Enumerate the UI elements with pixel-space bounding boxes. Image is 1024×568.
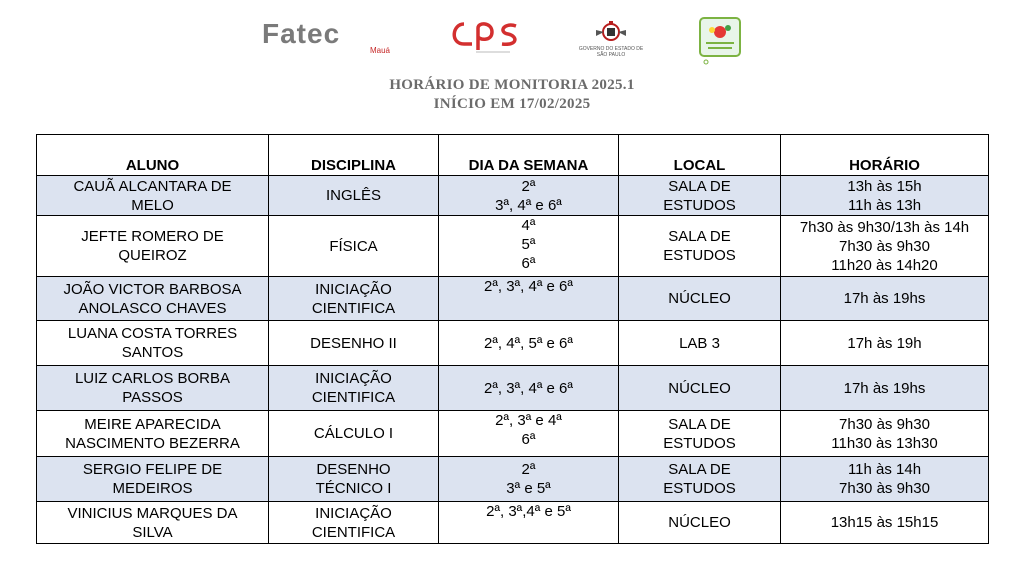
cell-line: 7h30 às 9h30 — [839, 480, 930, 497]
cell-aluno — [37, 277, 269, 321]
cell-line: CIENTIFICA — [311, 389, 396, 406]
table-row — [37, 457, 989, 502]
cell-aluno — [37, 366, 269, 411]
cell-line: 2ª, 3ª, 4ª e 6ª — [484, 278, 573, 295]
cell-aluno — [37, 411, 269, 457]
cell-line: CÁLCULO I — [313, 425, 394, 442]
monitoring-schedule-table — [36, 134, 989, 544]
column-header-disciplina: DISCIPLINA — [269, 135, 439, 176]
cell-line: NÚCLEO — [668, 514, 731, 531]
cell-line: SANTOS — [121, 344, 184, 361]
cell-line: LUANA COSTA TORRES — [67, 325, 238, 342]
cell-disciplina — [269, 277, 439, 321]
cell-disciplina — [269, 411, 439, 457]
cell-line: 6ª — [521, 431, 536, 448]
cell-line: 5ª — [521, 236, 536, 253]
cell-line: JOÃO VICTOR BARBOSA — [63, 280, 242, 298]
cell-line: SALA DE — [668, 461, 731, 478]
cell-line: 17h às 19h — [847, 334, 922, 352]
table-row — [37, 176, 989, 216]
cell-line: 11h30 às 13h30 — [831, 434, 938, 452]
cell-line: DESENHO — [316, 461, 391, 478]
cell-line: CIENTIFICA — [311, 299, 396, 317]
cell-line: SALA DE — [668, 228, 731, 245]
table-row — [37, 366, 989, 411]
cell-dias — [439, 411, 619, 457]
cell-disciplina — [269, 366, 439, 411]
cell-dias — [439, 277, 619, 321]
cell-disciplina — [269, 457, 439, 502]
cell-local — [619, 321, 781, 366]
cell-line: 17h às 19hs — [843, 290, 926, 307]
cell-line: MELO — [131, 196, 174, 214]
cell-disciplina — [269, 176, 439, 216]
cell-disciplina — [269, 216, 439, 277]
cell-line: INGLÊS — [325, 187, 382, 204]
column-header-horario: HORÁRIO — [781, 135, 989, 176]
cell-disciplina — [269, 502, 439, 544]
table-row — [37, 277, 989, 321]
cell-line: 2ª — [521, 177, 536, 195]
cell-line: 13h15 às 15h15 — [830, 514, 939, 531]
cell-horario — [781, 216, 989, 277]
table-row — [37, 411, 989, 457]
cell-local — [619, 176, 781, 216]
cell-line: MEDEIROS — [112, 480, 193, 497]
cell-line: 11h às 13h — [847, 196, 922, 214]
cell-line: PASSOS — [122, 389, 183, 406]
cell-line: 2ª — [521, 461, 536, 478]
cell-line: 7h30 às 9h30 — [839, 237, 930, 255]
cell-line: 4ª — [521, 217, 536, 234]
cell-line: CAUÃ ALCANTARA DE — [73, 177, 232, 195]
cell-line: NÚCLEO — [668, 379, 731, 397]
cell-horario — [781, 176, 989, 216]
cell-dias — [439, 321, 619, 366]
green-badge-logo — [696, 16, 748, 66]
cell-horario — [781, 411, 989, 457]
cell-line: 2ª, 3ª,4ª e 5ª — [486, 503, 571, 520]
cell-line: ANOLASCO CHAVES — [78, 299, 227, 317]
cell-dias — [439, 502, 619, 544]
cell-disciplina — [269, 321, 439, 366]
cell-local — [619, 502, 781, 544]
cell-line: LAB 3 — [679, 334, 720, 352]
cell-line: 17h às 19hs — [843, 379, 926, 397]
cell-line: ESTUDOS — [663, 434, 736, 452]
cell-line: QUEIROZ — [118, 247, 187, 264]
cell-local — [619, 366, 781, 411]
cell-line: SALA DE — [668, 415, 731, 433]
table-row — [37, 502, 989, 544]
table-row — [37, 216, 989, 277]
cell-horario — [781, 502, 989, 544]
cell-line: 6ª — [521, 255, 536, 272]
cell-local — [619, 457, 781, 502]
cell-aluno — [37, 502, 269, 544]
cell-line: NÚCLEO — [668, 290, 731, 307]
column-header-aluno: ALUNO — [37, 135, 269, 176]
cell-line: 2ª, 4ª, 5ª e 6ª — [484, 334, 573, 352]
cell-horario — [781, 457, 989, 502]
table-row — [37, 321, 989, 366]
page-title: HORÁRIO DE MONITORIA 2025.1 — [389, 77, 635, 93]
cell-line: ESTUDOS — [663, 247, 736, 264]
cell-local — [619, 277, 781, 321]
cell-dias — [439, 457, 619, 502]
cell-line: SILVA — [132, 523, 173, 541]
cell-line: MEIRE APARECIDA — [84, 415, 221, 433]
cell-line: NASCIMENTO BEZERRA — [65, 434, 240, 452]
cell-line: 11h20 às 14h20 — [831, 256, 938, 274]
cell-line: 13h às 15h — [847, 177, 922, 195]
cell-horario — [781, 366, 989, 411]
government-seal-logo — [574, 20, 648, 60]
column-header-local: LOCAL — [619, 135, 781, 176]
cell-line: 7h30 às 9h30/13h às 14h — [799, 218, 970, 236]
table-header-row — [37, 135, 989, 176]
column-header-dia-da-semana: DIA DA SEMANA — [439, 135, 619, 176]
cell-dias — [439, 216, 619, 277]
cell-line: DESENHO II — [310, 334, 397, 352]
cell-horario — [781, 277, 989, 321]
cell-line: CIENTIFICA — [311, 523, 396, 541]
cell-line: INICIAÇÃO — [315, 504, 392, 522]
cell-line: SERGIO FELIPE DE — [82, 461, 223, 478]
cell-line: LUIZ CARLOS BORBA — [74, 370, 231, 387]
logo-bar — [0, 14, 1024, 64]
page-subtitle: INÍCIO EM 17/02/2025 — [433, 96, 591, 112]
cell-line: JEFTE ROMERO DE — [81, 228, 224, 245]
cell-line: TÉCNICO I — [315, 480, 392, 497]
cell-line: VINICIUS MARQUES DA — [67, 504, 238, 522]
cps-logo — [446, 18, 530, 58]
cell-local — [619, 216, 781, 277]
cell-line: FÍSICA — [329, 237, 378, 255]
government-seal-text: GOVERNO DO ESTADO DE SÃO PAULO — [578, 46, 644, 58]
cell-line: 11h às 14h — [847, 461, 922, 478]
cell-aluno — [37, 321, 269, 366]
cell-dias — [439, 176, 619, 216]
cell-aluno — [37, 176, 269, 216]
cell-line: ESTUDOS — [663, 480, 736, 497]
cell-local — [619, 411, 781, 457]
fatec-logo-word: Fatec — [262, 18, 341, 49]
cell-dias — [439, 366, 619, 411]
fatec-logo-sub: Mauá — [369, 46, 390, 55]
cell-aluno — [37, 216, 269, 277]
cell-line: INICIAÇÃO — [315, 280, 392, 298]
cell-line: 2ª, 3ª, 4ª e 6ª — [484, 379, 573, 397]
cell-line: INICIAÇÃO — [315, 370, 392, 387]
cell-line: 3ª, 4ª e 6ª — [495, 196, 562, 214]
cell-line: SALA DE — [668, 177, 731, 195]
fatec-logo — [262, 18, 394, 58]
cell-line: 3ª e 5ª — [506, 480, 551, 497]
cell-line: 7h30 às 9h30 — [839, 415, 930, 433]
cell-line: ESTUDOS — [663, 196, 736, 214]
cell-aluno — [37, 457, 269, 502]
cell-line: 2ª, 3ª e 4ª — [495, 412, 562, 429]
cell-horario — [781, 321, 989, 366]
